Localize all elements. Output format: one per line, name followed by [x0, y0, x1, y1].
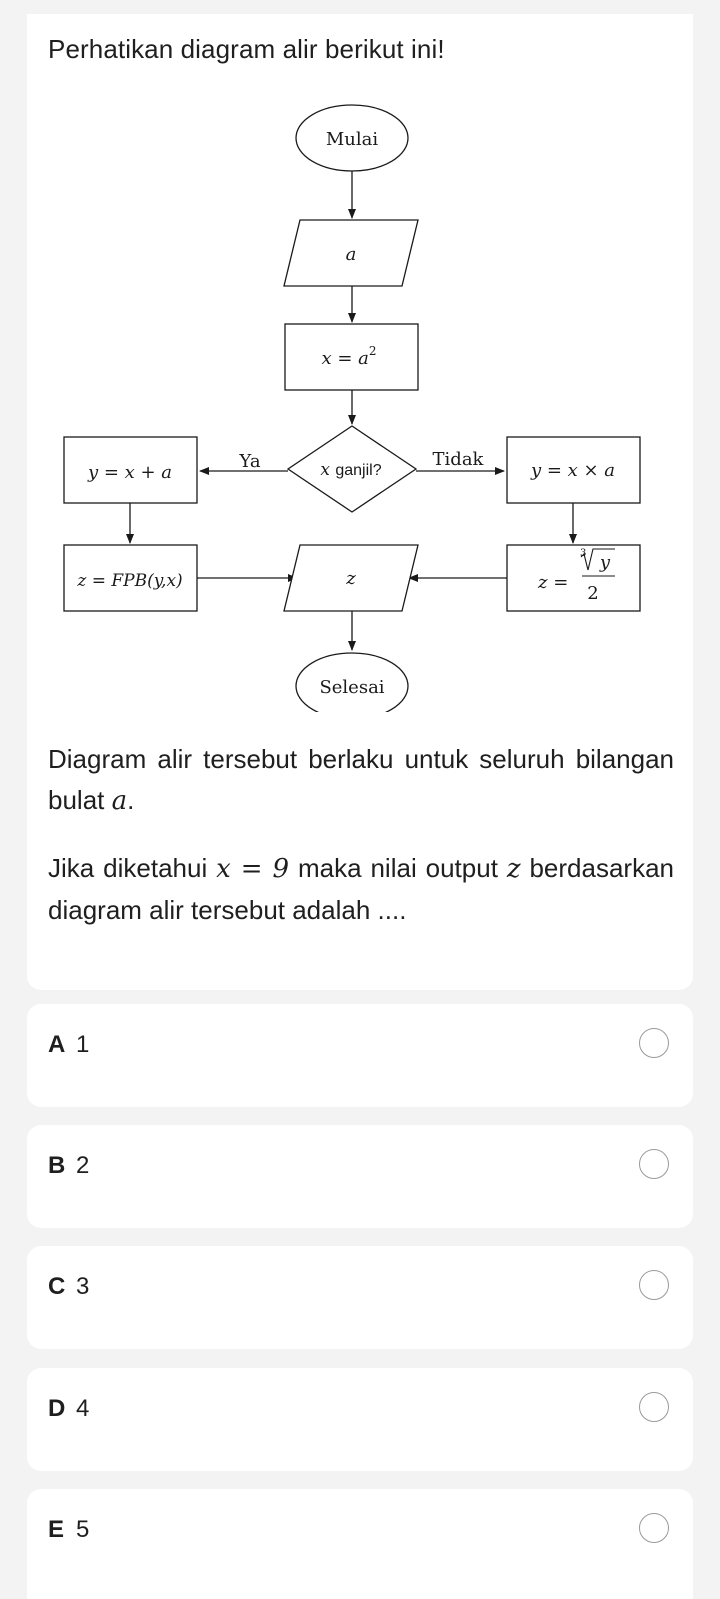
question-text-1b: . — [127, 785, 135, 815]
option-c[interactable] — [27, 1246, 693, 1349]
option-text: 3 — [76, 1273, 90, 1300]
question-text-2a: Jika diketahui — [48, 853, 217, 883]
fpb-process-label: z = FPB(y,x) — [77, 571, 183, 591]
radio-button[interactable] — [639, 1513, 669, 1543]
option-text: 1 — [76, 1031, 90, 1058]
option-letter: B — [48, 1152, 66, 1179]
question-text-1 — [48, 739, 674, 822]
option-letter: D — [48, 1395, 66, 1422]
option-letter: C — [48, 1273, 66, 1300]
option-text: 2 — [76, 1152, 90, 1179]
no-label: Tidak — [432, 449, 484, 470]
equation-x: x = 9 — [216, 854, 290, 884]
option-letter: A — [48, 1031, 66, 1058]
variable-z: z — [506, 854, 521, 884]
root-process-lhs: z = — [538, 572, 569, 593]
input-label: a — [345, 244, 357, 265]
option-d[interactable] — [27, 1368, 693, 1471]
yes-process-label: y = x + a — [87, 462, 173, 483]
question-text-1a: Diagram alir tersebut berlaku untuk seluruh bilangan bulat — [48, 744, 674, 815]
root-process-box — [507, 545, 640, 611]
option-e[interactable] — [27, 1489, 693, 1599]
output-label: z — [346, 568, 356, 589]
root-index: 3 — [580, 548, 587, 559]
process-x-label: $x = a^2$ — [321, 344, 377, 369]
flowchart-diagram — [27, 102, 693, 712]
radio-button[interactable] — [639, 1028, 669, 1058]
option-b[interactable] — [27, 1125, 693, 1228]
option-a[interactable] — [27, 1004, 693, 1107]
end-label: Selesai — [319, 677, 385, 698]
question-title: Perhatikan diagram alir berikut ini! — [48, 34, 445, 64]
start-label: Mulai — [325, 129, 379, 150]
question-text-2c: berdasarkan diagram alir tersebut adalah .... — [48, 853, 674, 925]
question-card — [27, 14, 693, 990]
variable-a: a — [111, 786, 128, 816]
option-text: 4 — [76, 1395, 90, 1422]
root-denominator: 2 — [587, 583, 599, 604]
question-text-2 — [48, 848, 674, 931]
radio-button[interactable] — [639, 1270, 669, 1300]
option-letter: E — [48, 1516, 65, 1543]
radio-button[interactable] — [639, 1392, 669, 1422]
radio-button[interactable] — [639, 1149, 669, 1179]
no-process-label: y = x × a — [530, 460, 616, 481]
option-text: 5 — [76, 1516, 90, 1543]
question-text-2b: maka nilai output — [289, 853, 507, 883]
decision-label: x ganjil? — [320, 460, 382, 480]
yes-label: Ya — [239, 451, 261, 472]
root-radicand: y — [599, 552, 611, 573]
